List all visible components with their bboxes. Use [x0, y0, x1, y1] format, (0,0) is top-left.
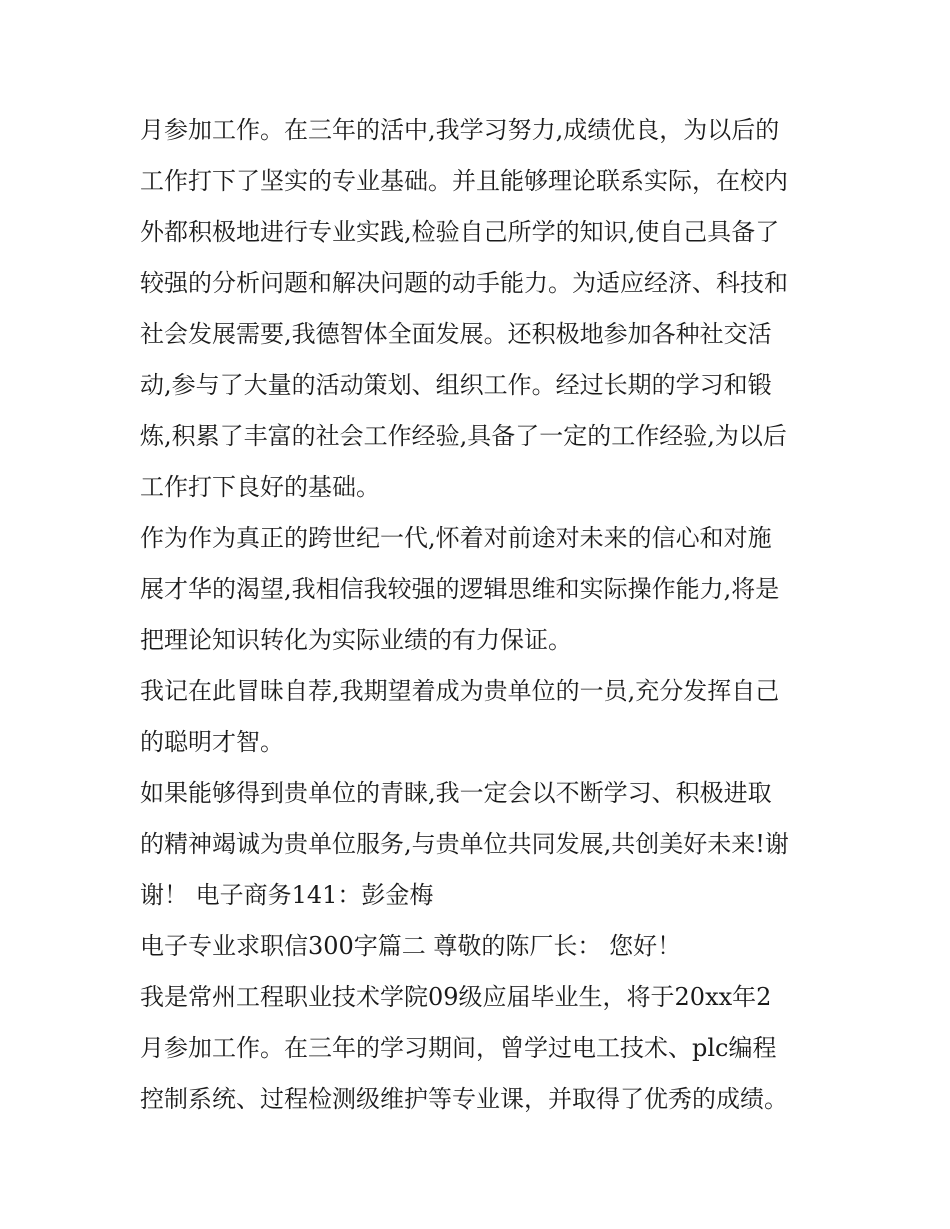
- text-line-1: 月参加工作。在三年的活中,我学习努力,成绩优良，为以后的: [140, 116, 780, 144]
- text-line-13: 的聪明才智。: [140, 728, 284, 756]
- text-line-11: 把理论知识转化为实际业绩的有力保证。: [140, 626, 572, 654]
- text-line-19: 月参加工作。在三年的学习期间，曾学过电工技术、plc编程: [140, 1034, 777, 1062]
- text-line-20: 控制系统、过程检测级维护等专业课，并取得了优秀的成绩。: [140, 1085, 788, 1113]
- text-line-17: 电子专业求职信300字篇二 尊敬的陈厂长： 您好！: [140, 932, 682, 960]
- text-line-14: 如果能够得到贵单位的青睐,我一定会以不断学习、积极进取: [140, 779, 772, 807]
- text-line-5: 社会发展需要,我德智体全面发展。还积极地参加各种社交活: [140, 320, 772, 348]
- document-body: [140, 105, 820, 1125]
- text-line-4: 较强的分析问题和解决问题的动手能力。为适应经济、科技和: [140, 269, 788, 297]
- text-line-18: 我是常州工程职业技术学院09级应届毕业生，将于20xx年2: [140, 983, 772, 1011]
- text-line-9: 作为作为真正的跨世纪一代,怀着对前途对未来的信心和对施: [140, 524, 772, 552]
- text-line-2: 工作打下了坚实的专业基础。并且能够理论联系实际，在校内: [140, 167, 788, 195]
- text-line-10: 展才华的渴望,我相信我较强的逻辑思维和实际操作能力,将是: [140, 575, 780, 603]
- text-line-16: 谢！ 电子商务141：彭金梅: [140, 881, 434, 909]
- text-line-15: 的精神竭诚为贵单位服务,与贵单位共同发展,共创美好未来!谢: [140, 830, 789, 858]
- text-line-8: 工作打下良好的基础。: [140, 473, 380, 501]
- text-line-7: 炼,积累了丰富的社会工作经验,具备了一定的工作经验,为以后: [140, 422, 787, 450]
- text-line-12: 我记在此冒昧自荐,我期望着成为贵单位的一员,充分发挥自己: [140, 677, 780, 705]
- text-line-6: 动,参与了大量的活动策划、组织工作。经过长期的学习和锻: [140, 371, 772, 399]
- text-line-3: 外都积极地进行专业实践,检验自己所学的知识,使自己具备了: [140, 218, 780, 246]
